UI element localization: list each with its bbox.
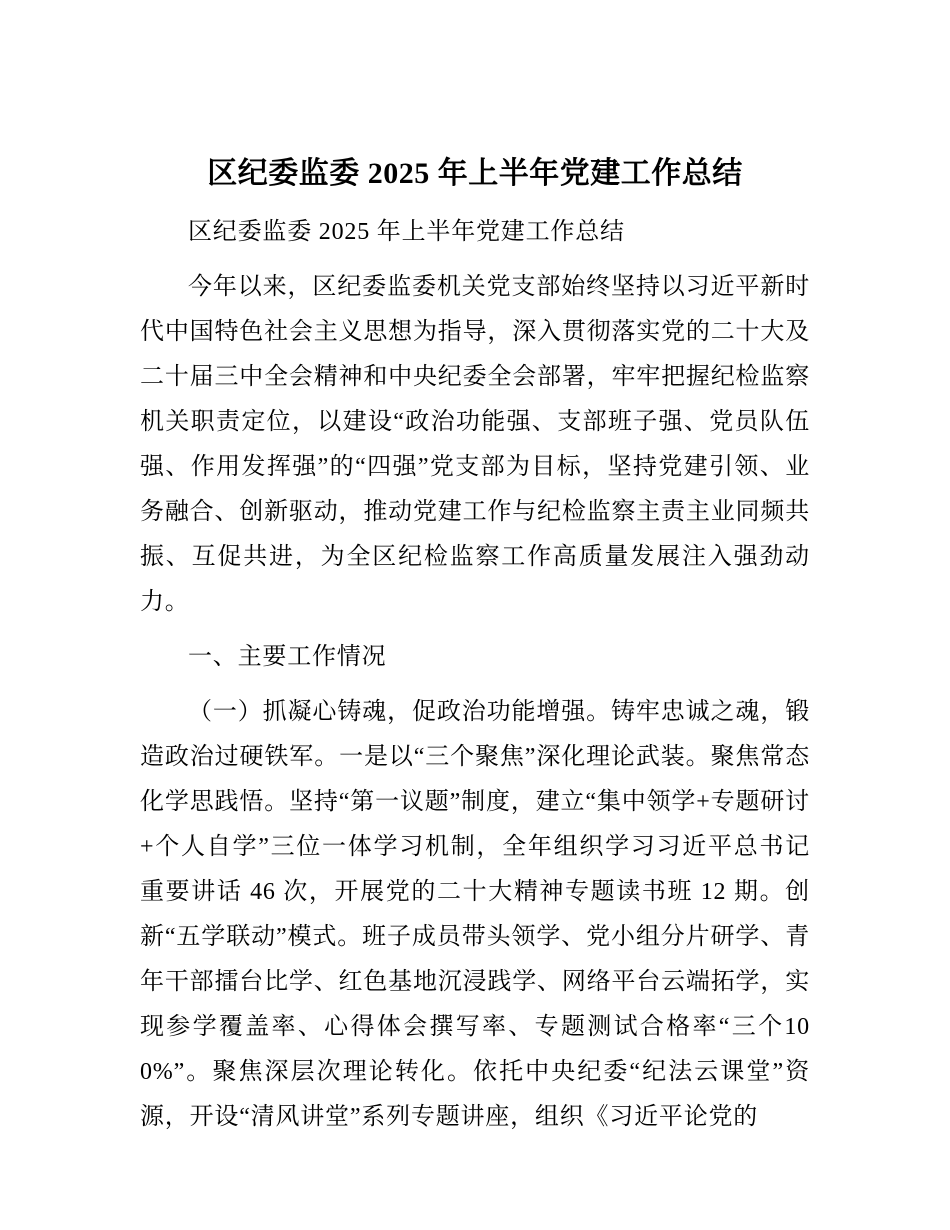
body-paragraph: （一）抓凝心铸魂，促政治功能增强。铸牢忠诚之魂，锻造政治过硬铁军。一是以“三个聚焦”深化理论武装。聚焦常态化学思践悟。坚持“第一议题”制度，建立“集中领学+专题研讨+个人自学”三位一体学习机制，全年组织学习习近平总书记重要讲话 46 次，开展党的二十大精神专题读书班 12 期。创新“五学联动”模式。班子成员带头领学、党小组分片研学、青年干部擂台比学、红色基地沉浸践学、网络平台云端拓学，实现参学覆盖率、心得体会撰写率、专题测试合格率“三个100%”。聚焦深层次理论转化。依托中央纪委“纪法云课堂”资源，开设“清风讲堂”系列专题讲座，组织《习近平论党的 [140,699,810,1130]
document-title: 区纪委监委 2025 年上半年党建工作总结 [207,157,743,190]
section-heading: 一、主要工作情况 [188,644,387,670]
document-subtitle: 区纪委监委 2025 年上半年党建工作总结 [188,219,625,245]
intro-paragraph: 今年以来，区纪委监委机关党支部始终坚持以习近平新时代中国特色社会主义思想为指导，深入贯彻落实党的二十大及二十届三中全会精神和中央纪委全会部署，牢牢把握纪检监察机关职责定位，以建设“政治功能强、支部班子强、党员队伍强、作用发挥强”的“四强”党支部为目标，坚持党建引领、业务融合、创新驱动，推动党建工作与纪检监察主责主业同频共振、互促共进，为全区纪检监察工作高质量发展注入强劲动力。 [140,274,810,615]
